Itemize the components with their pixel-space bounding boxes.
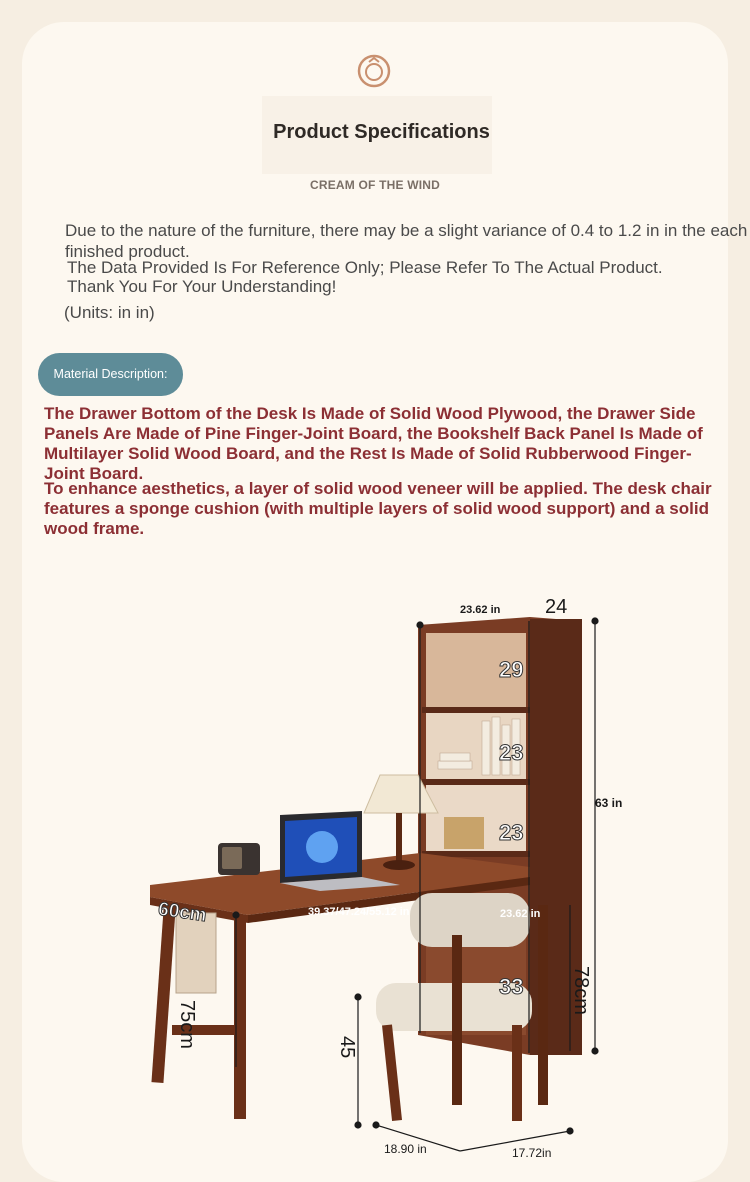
thanks-note: Thank You For Your Understanding!: [67, 277, 337, 296]
dim-shelf-23a: 23: [499, 740, 524, 765]
dim-chair-width: 18.90 in: [384, 1142, 427, 1156]
dim-shelf-29: 29: [499, 657, 524, 682]
units-note: (Units: in in): [64, 303, 155, 322]
variance-note: Due to the nature of the furniture, there may be a slight variance of 0.4 to 1.2 in in the each finished product.: [65, 221, 748, 261]
page-title: Product Specifications: [273, 121, 490, 143]
reference-note: The Data Provided Is For Reference Only; Please Refer To The Actual Product.: [67, 258, 663, 277]
chair: [376, 893, 548, 1121]
dim-chair-depth: 17.72in: [512, 1146, 552, 1160]
dim-shelf-top-24: 24: [545, 596, 568, 618]
dim-desk-height: 75cm: [176, 1000, 198, 1049]
material-paragraph-1: The Drawer Bottom of the Desk Is Made of Solid Wood Plywood, the Drawer Side Panels Are Made of Pine Finger-Joint Board, the Bookshelf Back Panel Is Made of Multilayer Solid Wood Board, and the Rest Is Made of Solid Rubberwood Finger-Joint Board.: [44, 404, 703, 483]
dim-desk-side: 23.62 in: [500, 908, 541, 920]
radio-speaker: [222, 847, 242, 869]
material-description-badge: Material Description:: [38, 353, 183, 396]
desk-bookshelf-illustration: [130, 585, 630, 1161]
dim-chair-back: 33: [499, 974, 524, 999]
dim-shelf-top-depth: 23.62 in: [460, 604, 501, 616]
dim-seat-height: 45: [336, 1036, 358, 1059]
brand-logo-icon: [357, 54, 391, 88]
dim-shelf-23b: 23: [499, 820, 524, 845]
material-paragraph-2: To enhance aesthetics, a layer of solid wood veneer will be applied. The desk chair features a sponge cushion (with multiple layers of solid wood support) and a solid wood frame.: [44, 479, 712, 538]
dim-shelf-height: 63 in: [595, 796, 623, 810]
dim-total-height: 78cm: [570, 966, 592, 1015]
dim-desk-width: 39.37/47.24/55.12 in: [308, 906, 410, 918]
dim-desk-depth: 60cm: [156, 898, 208, 927]
brand-subtitle: CREAM OF THE WIND: [309, 178, 441, 192]
